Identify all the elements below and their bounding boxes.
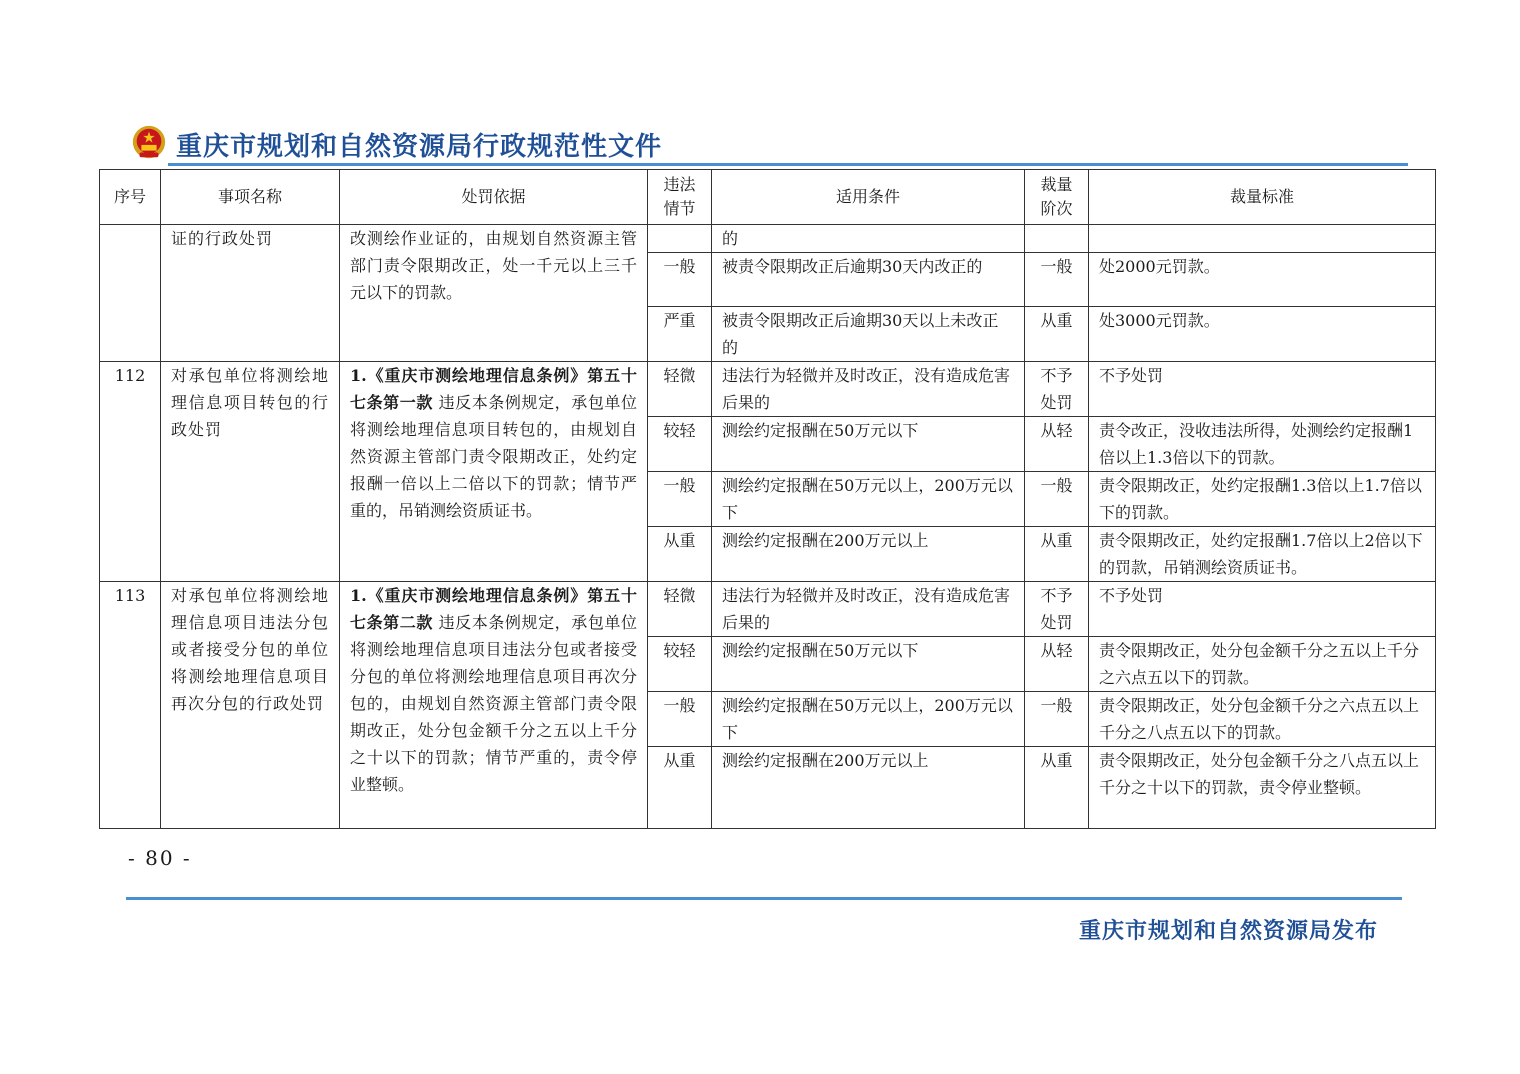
table-row: [100, 582, 1436, 637]
cond-cell: 的: [712, 225, 1025, 253]
cond-cell: 违法行为轻微并及时改正，没有造成危害后果的: [712, 362, 1025, 417]
std-cell: 不予处罚: [1089, 582, 1436, 637]
table-row: [100, 225, 1436, 253]
level-cell: 一般: [1025, 472, 1089, 527]
basis-text: 违反本条例规定，承包单位将测绘地理信息项目违法分包或者接受分包的单位将测绘地理信息项目再次分包的，由规划自然资源主管部门责令限期改正，处分包金额千分之五以上千分之十以下的罚款；情节严重的，责令停业整顿。: [350, 613, 637, 794]
plot-cell: 严重: [648, 307, 712, 362]
cond-cell: 被责令限期改正后逾期30天内改正的: [712, 253, 1025, 307]
basis-citation: 1.《重庆市测绘地理信息条例》第五十七条第一款: [350, 366, 637, 412]
std-cell: 不予处罚: [1089, 362, 1436, 417]
col-header-basis: 处罚依据: [340, 170, 648, 225]
std-cell: [1089, 225, 1436, 253]
page-number: - 80 -: [128, 846, 192, 870]
cond-cell: 测绘约定报酬在200万元以上: [712, 527, 1025, 582]
plot-cell: 从重: [648, 527, 712, 582]
footer-divider: [126, 897, 1402, 900]
cond-cell: 被责令限期改正后逾期30天以上未改正的: [712, 307, 1025, 362]
col-header-std: 裁量标准: [1089, 170, 1436, 225]
cond-cell: 测绘约定报酬在200万元以上: [712, 747, 1025, 829]
plot-cell: 一般: [648, 472, 712, 527]
level-cell: 从重: [1025, 527, 1089, 582]
std-cell: 责令限期改正，处分包金额千分之五以上千分之六点五以下的罚款。: [1089, 637, 1436, 692]
plot-cell: [648, 225, 712, 253]
cond-cell: 测绘约定报酬在50万元以下: [712, 417, 1025, 472]
level-cell: 从轻: [1025, 637, 1089, 692]
table-header-row: [100, 170, 1436, 225]
item-name-cell: 对承包单位将测绘地理信息项目违法分包或者接受分包的单位将测绘地理信息项目再次分包的行政处罚: [161, 582, 340, 829]
header-title: 重庆市规划和自然资源局行政规范性文件: [176, 132, 663, 162]
item-no-cell: [100, 225, 161, 362]
level-cell: 不予处罚: [1025, 582, 1089, 637]
document-header: [128, 120, 1408, 168]
plot-cell: 轻微: [648, 362, 712, 417]
level-cell: [1025, 225, 1089, 253]
basis-cell: [340, 582, 648, 829]
col-header-plot: 违法情节: [648, 170, 712, 225]
level-cell: 一般: [1025, 692, 1089, 747]
national-emblem-icon: [130, 123, 168, 163]
plot-cell: 从重: [648, 747, 712, 829]
std-cell: 责令限期改正，处约定报酬1.7倍以上2倍以下的罚款，吊销测绘资质证书。: [1089, 527, 1436, 582]
col-header-level: 裁量阶次: [1025, 170, 1089, 225]
item-no-cell: 112: [100, 362, 161, 582]
col-header-cond: 适用条件: [712, 170, 1025, 225]
std-cell: 处2000元罚款。: [1089, 253, 1436, 307]
item-no-cell: 113: [100, 582, 161, 829]
std-cell: 处3000元罚款。: [1089, 307, 1436, 362]
footer-publisher: 重庆市规划和自然资源局发布: [1078, 919, 1378, 944]
basis-citation: 1.《重庆市测绘地理信息条例》第五十七条第二款: [350, 586, 637, 632]
header-divider: [168, 163, 1408, 166]
plot-cell: 较轻: [648, 637, 712, 692]
col-header-name: 事项名称: [161, 170, 340, 225]
item-name-cell: 对承包单位将测绘地理信息项目转包的行政处罚: [161, 362, 340, 582]
level-cell: 从轻: [1025, 417, 1089, 472]
basis-cell: [340, 362, 648, 582]
level-cell: 从重: [1025, 747, 1089, 829]
std-cell: 责令限期改正，处约定报酬1.3倍以上1.7倍以下的罚款。: [1089, 472, 1436, 527]
plot-cell: 一般: [648, 253, 712, 307]
cond-cell: 测绘约定报酬在50万元以下: [712, 637, 1025, 692]
std-cell: 责令限期改正，处分包金额千分之八点五以上千分之十以下的罚款，责令停业整顿。: [1089, 747, 1436, 829]
table-row: [100, 362, 1436, 417]
level-cell: 一般: [1025, 253, 1089, 307]
cond-cell: 测绘约定报酬在50万元以上，200万元以下: [712, 472, 1025, 527]
plot-cell: 一般: [648, 692, 712, 747]
level-cell: 不予处罚: [1025, 362, 1089, 417]
plot-cell: 轻微: [648, 582, 712, 637]
std-cell: 责令改正，没收违法所得，处测绘约定报酬1倍以上1.3倍以下的罚款。: [1089, 417, 1436, 472]
basis-cell: 改测绘作业证的，由规划自然资源主管部门责令限期改正，处一千元以上三千元以下的罚款。: [340, 225, 648, 362]
level-cell: 从重: [1025, 307, 1089, 362]
col-header-no: 序号: [100, 170, 161, 225]
item-name-cell: 证的行政处罚: [161, 225, 340, 362]
cond-cell: 测绘约定报酬在50万元以上，200万元以下: [712, 692, 1025, 747]
plot-cell: 较轻: [648, 417, 712, 472]
penalty-table: [99, 169, 1436, 829]
cond-cell: 违法行为轻微并及时改正，没有造成危害后果的: [712, 582, 1025, 637]
basis-text: 违反本条例规定，承包单位将测绘地理信息项目转包的，由规划自然资源主管部门责令限期改正，处约定报酬一倍以上二倍以下的罚款；情节严重的，吊销测绘资质证书。: [350, 393, 637, 520]
std-cell: 责令限期改正，处分包金额千分之六点五以上千分之八点五以下的罚款。: [1089, 692, 1436, 747]
